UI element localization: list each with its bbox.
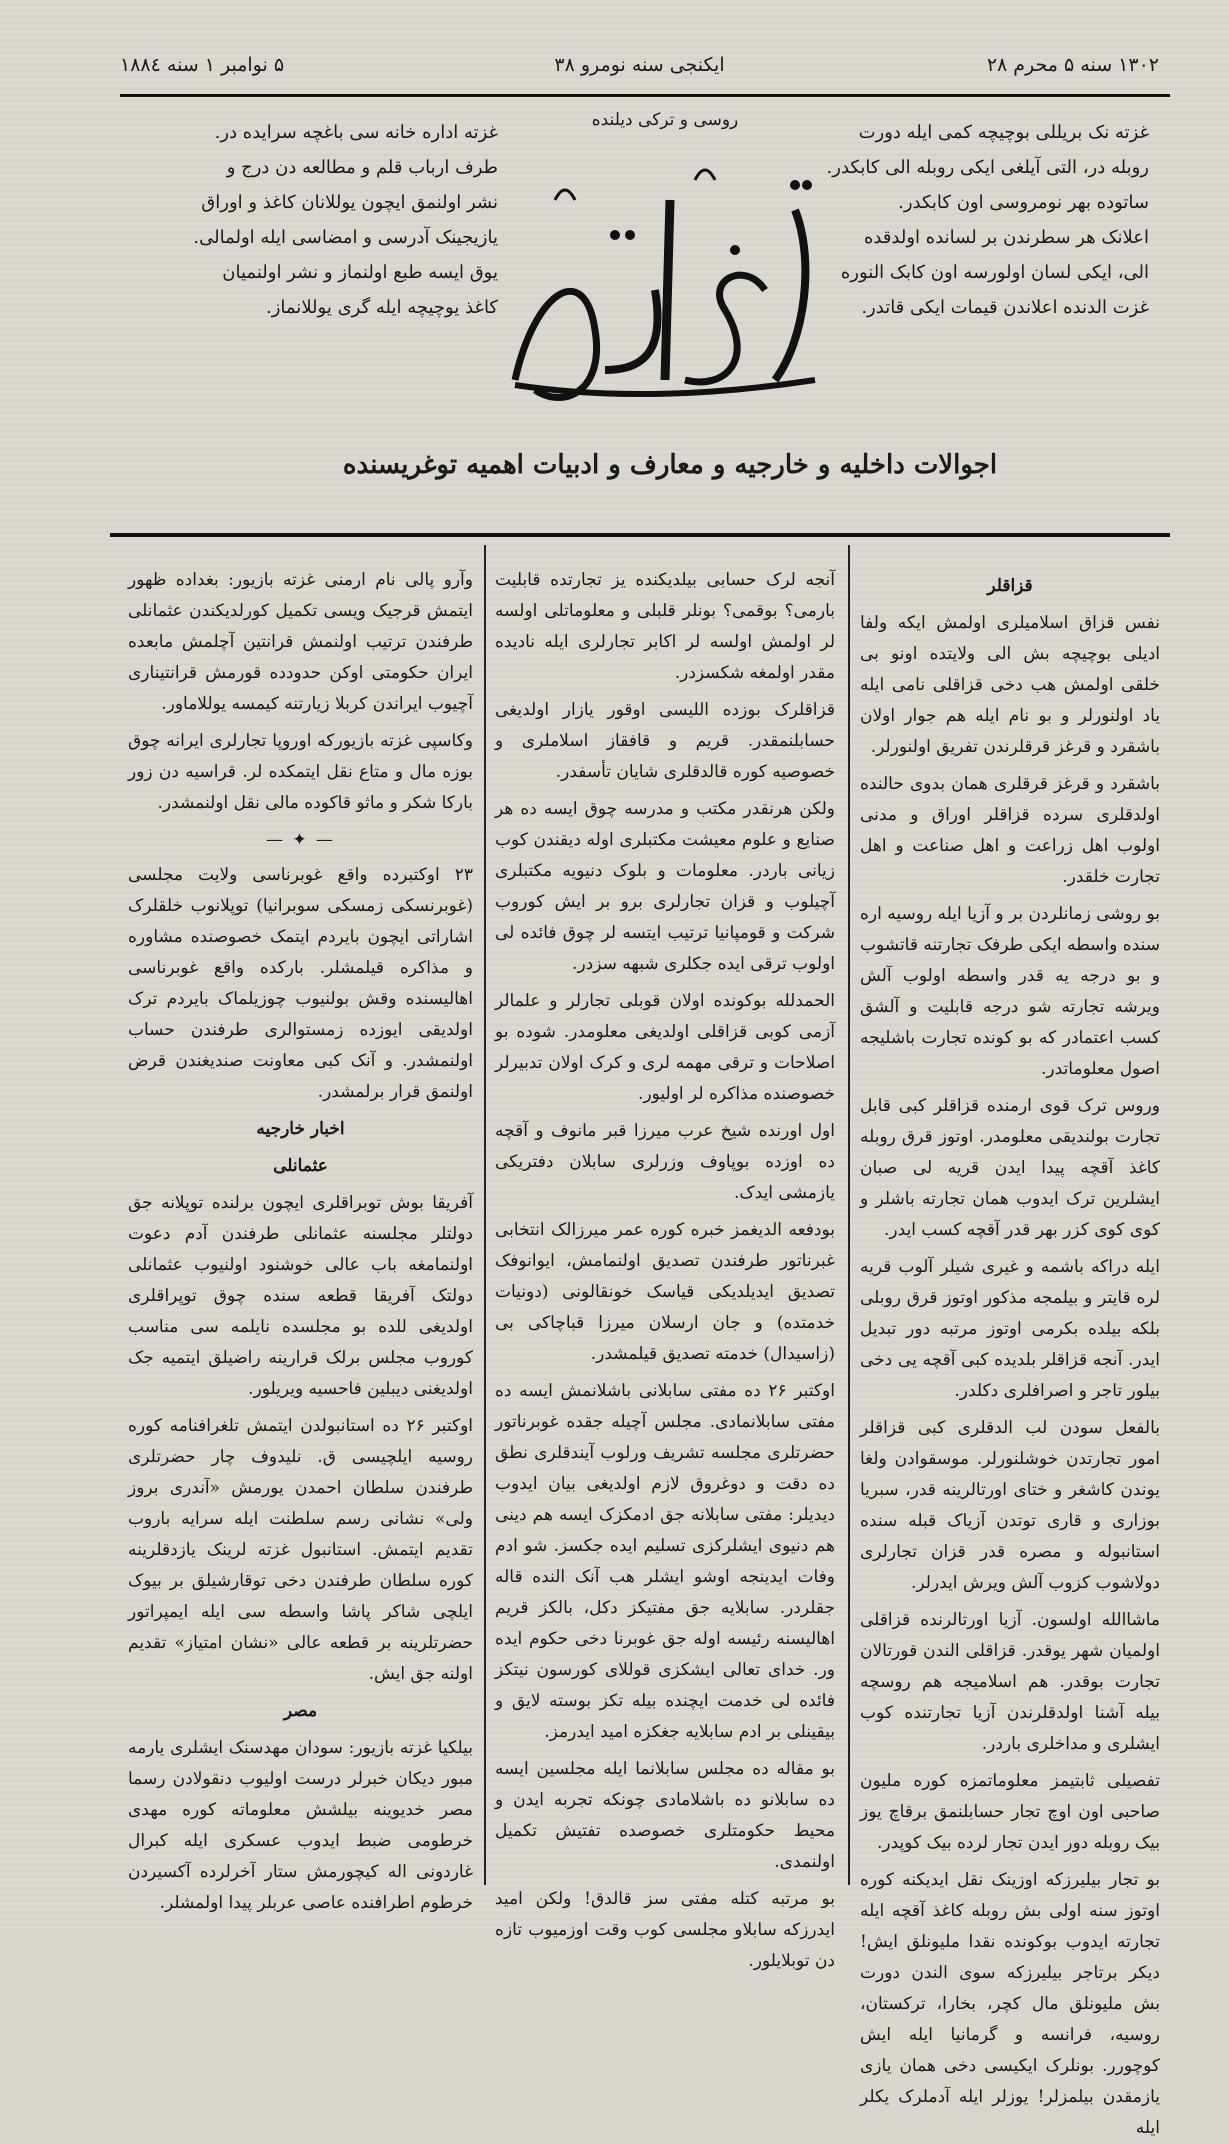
section-divider: — ✦ — (265, 830, 336, 850)
top-rule (120, 94, 1170, 97)
title-calligraphy (495, 140, 835, 430)
notice-line: یازیجینک آدرسی و امضاسی ایله اولمالی. (193, 227, 498, 248)
notice-line: غزت الدنده اعلاندن قیمات ایکی قاتدر. (861, 297, 1149, 318)
subtitle-banner: اجوالات داخلیه و خارجیه و معارف و ادبیات اهمیه توغریسنده (342, 450, 998, 480)
paragraph: نفس قزاق اسلامیلری اولمش ایکه ولفا ادیلی بوچیچه بش الی ولایتده اونو بی خلقی اولمش هب دخی قزاقلی نامی ایله یاد اولنورلر و بو نام ایله هم جوار اولان باشقرد و قرغز قرقلرندن تفریق اولنورلر. (860, 613, 1160, 757)
ottoman-heading: عثمانلی (273, 1156, 328, 1176)
paragraph: ۲۳ اوکتبرده واقع غوبرناسی ولایت مجلسی (غوبرنسکی زمسکی سوبرانیا) توپلانوب خلقلرک اشاراتی ایچون بایردم ایتمک خصوصنده مشاوره و مذاکره قیلمشلر. بارکده واقع غوبرناسی اهالیسنده وقش بولنیوب چوزیلماک بایردم ترک اولدیقی ایوزده زمستوالری طرفندن حساب اولنمشدر. و آنک کبی معاونت صندیغندن قرض اولنمق قرار برلمشدر. (128, 865, 473, 1102)
paragraph: بالفعل سودن لب الدقلری کبی قزاقلر امور تجارتدن خوشلنورلر. موسقوادن ولغا یوندن کاشغر و ختای اورتالرینه قدر، سبریا بوزاری و قاری توتدن آزیاک قبله سنده استانبوله و مصره قدر قزان تجارلری دولاشوب کزوب آلش ویرش ایدرلر. (860, 1418, 1160, 1593)
notice-line: روبله در، التی آیلغی ایکی روبله الی کابکدر. (826, 157, 1149, 178)
notice-line: یوق ایسه طبع اولنماز و نشر اولنمیان (222, 262, 498, 283)
paragraph: بو تجار بیلیرزکه اوزینک نقل ایدیکنه کوره اوتوز سنه اولی بش روبله کاغذ آقچه ایله تجارته ایدوب بوکونده نقدا ملیونلق ایش! دیکر برتاجر بیلیرزکه سوی الندن دورت بش ملیونلق مال کچر، بخارا، ترکستان، روسیه، فرانسه و گرمانیا ایله ایش کوچورر. بونلرک ایکیسی دخی همان یازی یازمقدن بیلمزلر! یوزلر ایله آدملرک یکلر ایله (860, 1870, 1160, 2138)
column-middle (495, 565, 835, 1971)
foreign-news-heading: اخبار خارجیه (256, 1119, 345, 1139)
paragraph: بیلکیا غزته بازیور: سودان مهدسنک ایشلری یارمه مبور دیکان خبرلر درست اولیوب دنقولادن رسما مصر خدیوینه بیلشش معلوماته کوره مهدی خرطومی ضبط ایدوب عسکری ایله کبرال غاردونی اله کیچورمش ستار آخرلرده آکسیردن خرطوم اطرافنده عاصی عربلر پیدا اولمشلر. (128, 1738, 473, 1913)
paragraph: وروس ترک قوی ارمنده قزاقلر کبی قابل تجارت بولندیقی معلومدر. اوتوز قرق روبله کاغذ آقچه پیدا ایدن قریه لی صبان ایشلرین ترک ایدوب همان تجارته باشلر و کوی کوی کزر بهر قدر آقچه کسب ایدر. (860, 1096, 1160, 1240)
paragraph: ولکن هرنقدر مکتب و مدرسه چوق ایسه ده هر صنایع و علوم معیشت مکتبلری اوله دیقندن کوب زیانی باردر. معلومات و بلوک دنیویه مکتبلری آچیلوب و قزان تجارلری برو بر ایش کوروب شرکت و قومپانیا ترتیب ایتسه لر چوق فائده لی اولوب ترقی ایده جکلری شبهه سزدر. (495, 799, 835, 974)
masthead (495, 110, 835, 430)
paragraph: بودفعه الدیغمز خبره کوره عمر میرزالک انتخابی غبرناتور طرفندن تصدیق اولنمامش، ایوانوفک تصدیق ایدیلدیکی قیاسک خونقالونی (دونیات خدمتده) و جان ارسلان میرزا قباچاکی بی (زاسیدال) خدمته تصدیق قیلمشدر. (495, 1220, 835, 1364)
column-divider (848, 545, 850, 1885)
paragraph: تفصیلی ثابتیمز معلوماتمزه کوره ملیون صاحبی اون اوچ تجار حسابلنمق برقاچ یوز بیک روبله دور ایدن تجار لرده بیک کوپدر. (860, 1771, 1160, 1853)
egypt-heading: مصر (283, 1701, 318, 1721)
column-divider (484, 545, 486, 1885)
paragraph: بو مرتبه کتله مفتی سز قالدق! ولکن امید ایدرزکه سابلاو مجلسی کوب وقت اوزمیوب تازه دن توبلایلور. (495, 1889, 835, 1971)
paragraph: آفریقا بوش توبراقلری ایچون برلنده توپلانه جق دولتلر مجلسنه عثمانلی طرفندن آدم دعوت اولنمامغه باب عالی خوشنود اولنیوب عثمانلی دولتک آفریقا قطعه سنده چوق توپراقلری اولدیغی للده بو مجلسده نایلمه سی مناسب کوروب مجلس برلک قرارینه راضیلق ایتمیه جک اولدیغنی دیبلین فاحسیه ویریلور. (128, 1193, 473, 1399)
paragraph: بو روشی زمانلردن بر و آزیا ایله روسیه اره سنده واسطه ایکی طرفک تجارتنه قاتشوب و بو درجه یه قدر واسطه اولوب آلش ویرشه تجارته شو درجه قابلیت و آلشق کسب اعتمادر که بو کونده تجارت باشلیجه اصول معلوماتدر. (860, 904, 1160, 1079)
paragraph: آنجه لرک حسابی بیلدیکنده یز تجارتده قابلیت بارمی؟ بوقمی؟ بونلر قلبلی و معلوماتلی اولسه لر اولمش اولسه لر اکابر تجارلری ایله نادیده مقدر اولمغه شکسزدر. (495, 570, 835, 683)
paragraph: قزاقلرک بوزده اللیسی اوقور یازار اولدیغی حسابلنمقدر. قریم و قافقاز اسلاملری و خصوصیه کوره قالدقلری شایان تأسفدر. (495, 700, 835, 782)
dateline (120, 48, 1159, 88)
languages-line: روسی و ترکی دیلنده (591, 110, 739, 130)
dateline-hijri: ۱۳۰۲ سنه ۵ محرم ۲۸ (986, 54, 1159, 76)
notice-line: کاغذ یوچیچه ایله گری یوللانماز. (266, 297, 498, 318)
paragraph: الحمدلله بوکونده اولان قوبلی تجارلر و علمالر آزمی کوبی قزاقلی اولدیغی معلومدر. شوده بو اصلاحات و ترقی مهمه لری و کرک اولان تدبیرلر خصوصنده مذاکره لر اولیور. (495, 991, 835, 1104)
notice-line: غزته اداره خانه سی باغچه سرایده در. (214, 122, 498, 143)
notice-line: طرف ارباب قلم و مطالعه دن درج و (226, 157, 498, 178)
notice-line: ساتوده بهر نومروسی اون کابکدر. (898, 192, 1149, 213)
paragraph: اول اورنده شیخ عرب میرزا قبر مانوف و آقچه ده اوزده بوپاوف وزرلری سابلان دفتریکی یازمشی ایدک. (495, 1121, 835, 1203)
paragraph: وآرو پالی نام ارمنی غزته بازیور: بغداده ظهور ایتمش قرجیک ویسی تکمیل کورلدیکندن عثمانلی طرفندن ترتیب اولنمش قرانتین آچلمش مابعده ایران حکومتی اوکن حدودده قورمش قرانتیناری آچیوب ایراندن کربلا زیارتنه کیمسه یوللاماور. (128, 570, 473, 714)
paragraph: ماشاالله اولسون. آزیا اورتالرنده قزاقلی اولمیان شهر یوقدر. قزاقلی الندن قورتالان تجارت بوقدر. هم اسلامیجه هم روسچه بیله آشنا اولدقلرندن آزیا تجارتنده کوب ایشلری و مداخلری باردر. (860, 1610, 1160, 1754)
article-heading: قزاقلر (987, 576, 1033, 596)
paragraph: ایله دراکه باشمه و غیری شیلر آلوب قریه لره قایتر و بیلمجه مذکور اوتوز قرق روبلی بلکه بیلده بکرمی اوتوز مرتبه دور تبدیل ایدر. آنجه قزاقلر بلدیده کبی آقچه یی دخی بیلور تاجر و اصرافلری دکلدر. (860, 1257, 1160, 1401)
notice-line: الی، ایکی لسان اولورسه اون کابک النوره (840, 262, 1149, 283)
dateline-issue: ایکنجی سنه نومرو ۳۸ (554, 54, 725, 76)
paragraph: وکاسپی غزته بازیورکه اوروپا تجارلری ایرانه چوق بوزه مال و متاع نقل ایتمکده لر. قراسیه دن زور بارکا شکر و ماثو قاکوده مالی نقل اولنمشدر. (128, 731, 473, 813)
dateline-gregorian: ۵ نوامبر ۱ سنه ۱۸۸٤ (120, 54, 285, 76)
notice-line: اعلانک هر سطرندن بر لسانده اولدقده (863, 227, 1149, 248)
notice-line: نشر اولنمق ایچون یوللانان کاغذ و اوراق (201, 192, 498, 213)
paragraph: اوکتبر ۲۶ ده استانبولدن ایتمش تلغرافنامه کوره روسیه ایلچیسی ق. نلیدوف چار حضرتلری طرفندن سلطان احمدن یورمش «آندری بروز ولی» نشانی رسم سلطنت ایله سرایه باروب تقدیم ایتمش. استانبول غزته لرینک یازدقلرینه کوره سلطان طرفندن دخی توقارشیلق بر بیوک ایلچی شاکر پاشا واسطه سی ایله ایمپراتور حضرتلرینه بر قطعه عالی «نشان امتیاز» تقدیم اولنه جق ایش. (128, 1416, 473, 1684)
column-news (128, 565, 473, 1913)
paragraph: باشقرد و قرغز قرقلری همان بدوی حالنده اولدقلری سرده قزاقلر اوراق و مدنی اولوب اهل زراعت و اهل صناعت و اهل تجارت خلقدر. (860, 774, 1160, 887)
notice-line: غزته نک بریللی بوچیچه کمی ایله دورت (858, 122, 1149, 143)
paragraph: اوکتبر ۲۶ ده مفتی سابلانی باشلانمش ایسه ده مفتی سابلانمادی. مجلس آچیله جقده غوبرناتور حضرتلری مجلسه تشریف ورلوب آیندقلری نطق ده دقت و دوغروق لازم اولدیغی بیان ایدوب دیدیلر: مفتی سابلانه جق ادمکزک ایسه هم دینی هم دنیوی ایشلرکزی تسلیم ایده جکسز. شو ادم وفات ایدینجه اوشو ایشلر هب آنک النده قاله جقلردر. سابلایه جق مفتیکز دکل، بالکز قریم اهالیسنه رئیسه اوله جق غوبرنا دخی حکوم ایده ور. خدای تعالی ایشکزی قوللای کورسون نیتکز فائده لی خدمت ایچنده بیله تکز بوسته لایق و بیقینلی بر ادم سابلایه جغکزه امید ایدرمز. (495, 1381, 835, 1742)
column-kazan-tatars (860, 565, 1160, 2138)
header-rule (110, 533, 1170, 537)
office-notice (128, 115, 498, 415)
paragraph: بو مقاله ده مجلس سابلانما ایله مجلسین ایسه ده سابلانو ده باشلامادی چونکه تجربه ایدن و محیط حکومتلری خصوصده تفتیش تکمیل اولنمدی. (495, 1759, 835, 1872)
